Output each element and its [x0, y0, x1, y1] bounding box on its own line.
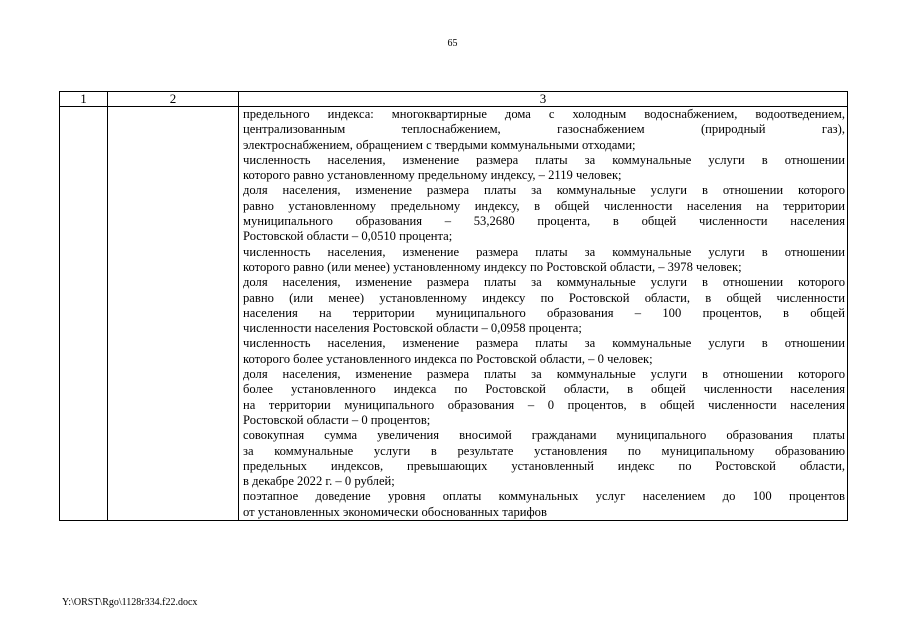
paragraph-line: равно установленному предельному индексу, в общей численности населения на территории [243, 198, 845, 213]
paragraph-line: численность населения, изменение размера платы за коммунальные услуги в отношении [243, 244, 845, 259]
paragraph-line: Ростовской области – 0,0510 процента; [243, 229, 453, 244]
column-1-cell [60, 107, 108, 521]
column-header-3: 3 [239, 92, 848, 107]
paragraph-line: муниципального образования – 53,2680 процента, в общей численности населения [243, 214, 845, 229]
paragraph-line: которого равно установленному предельному индексу, – 2119 человек; [243, 168, 622, 183]
paragraph-line: равно (или менее) установленному индексу по Ростовской области, в общей численности [243, 290, 845, 305]
paragraph-line: доля населения, изменение размера платы за коммунальные услуги в отношении которого [243, 183, 845, 198]
paragraph-line: более установленного индекса по Ростовской области, в общей численности населения [243, 382, 845, 397]
document-table [59, 91, 848, 521]
footer-file-path: Y:\ORST\Rgo\1128r334.f22.docx [62, 597, 198, 608]
paragraph-line: которого более установленного индекса по Ростовской области, – 0 человек; [243, 351, 653, 366]
paragraph-line: предельных индексов, превышающих установленный индекс по Ростовской области, [243, 458, 845, 473]
paragraph-line: на территории муниципального образования – 0 процентов, в общей численности населения [243, 397, 845, 412]
indicator-text-block [239, 107, 847, 520]
paragraph-line: от установленных экономически обоснованных тарифов [243, 504, 547, 519]
paragraph-line: населения на территории муниципального образования – 100 процентов, в общей [243, 305, 845, 320]
paragraph [243, 153, 845, 184]
paragraph-line: доля населения, изменение размера платы за коммунальные услуги в отношении которого [243, 275, 845, 290]
column-2-cell [108, 107, 239, 521]
paragraph [243, 107, 845, 153]
paragraph [243, 428, 845, 489]
table-row [60, 107, 848, 521]
column-header-2: 2 [108, 92, 239, 107]
page-number: 65 [447, 38, 458, 49]
paragraph-line: численность населения, изменение размера платы за коммунальные услуги в отношении [243, 336, 845, 351]
paragraph-line: численности населения Ростовской области – 0,0958 процента; [243, 321, 582, 336]
paragraph-line: совокупная сумма увеличения вносимой гражданами муниципального образования платы [243, 428, 845, 443]
paragraph [243, 245, 845, 276]
paragraph-line: предельного индекса: многоквартирные дома с холодным водоснабжением, водоотведением, [243, 107, 845, 121]
paragraph [243, 275, 845, 336]
column-header-1: 1 [60, 92, 108, 107]
paragraph-line: численность населения, изменение размера платы за коммунальные услуги в отношении [243, 152, 845, 167]
paragraph-line: поэтапное доведение уровня оплаты коммунальных услуг населением до 100 процентов [243, 489, 845, 504]
paragraph-line: в декабре 2022 г. – 0 рублей; [243, 474, 395, 489]
paragraph-line: электроснабжением, обращением с твердыми коммунальными отходами; [243, 137, 636, 152]
paragraph-line: которого равно (или менее) установленному индексу по Ростовской области, – 3978 человек; [243, 259, 742, 274]
paragraph-line: за коммунальные услуги в результате установления по муниципальному образованию [243, 443, 845, 458]
paragraph-line: централизованным теплоснабжением, газоснабжением (природный газ), [243, 122, 845, 137]
paragraph [243, 183, 845, 244]
paragraph [243, 367, 845, 428]
paragraph-line: доля населения, изменение размера платы за коммунальные услуги в отношении которого [243, 367, 845, 382]
column-3-cell [239, 107, 848, 521]
paragraph-line: Ростовской области – 0 процентов; [243, 412, 431, 427]
paragraph [243, 489, 845, 520]
table-header-row [60, 92, 848, 107]
paragraph [243, 336, 845, 367]
